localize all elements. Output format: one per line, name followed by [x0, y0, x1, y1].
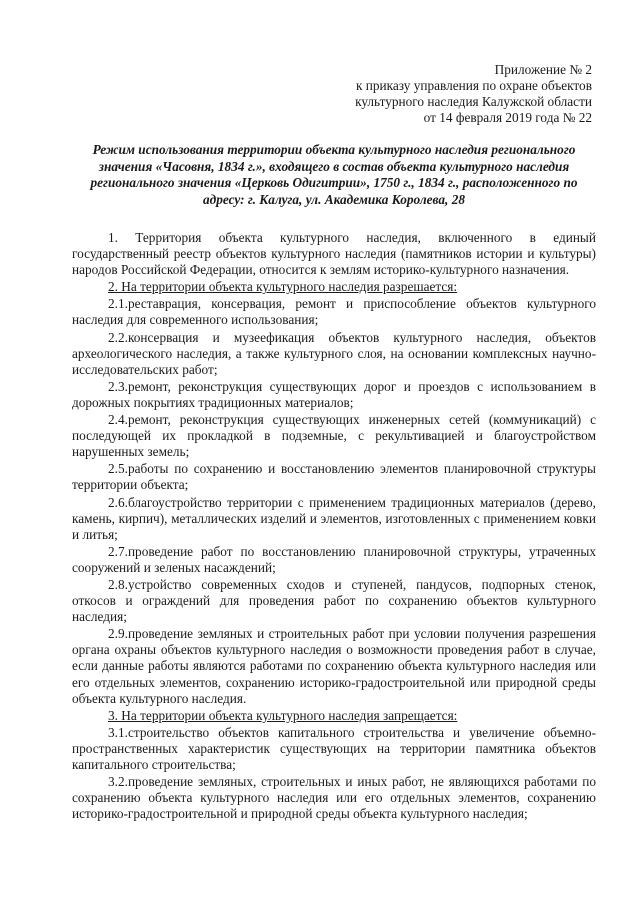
paragraph-1: 1. Территория объекта культурного наследия, включенного в единый государственный реестр объектов культурного наследия (памятников истории и культуры) народов Российской Федерации, относится к землям историко-культурного назначения.: [72, 230, 596, 278]
appendix-order-ref: к приказу управления по охране объектов: [355, 78, 592, 94]
paragraph-2-8: 2.8.устройство современных сходов и ступеней, пандусов, подпорных стенок, откосов и ограждений для проведения работ по сохранению объектов культурного наследия;: [72, 576, 596, 625]
paragraph-2-6: 2.6.благоустройство территории с применением традиционных материалов (дерево, камень, кирпич), металлических изделий и элементов, изготовленных с применением ковки и литья;: [72, 494, 596, 542]
appendix-date: от 14 февраля 2019 года № 22: [423, 110, 592, 126]
paragraph-2-3: 2.3.ремонт, реконструкция существующих дорог и проездов с использованием в дорожных покрытиях традиционных материалов;: [72, 378, 596, 410]
paragraph-3-1: 3.1.строительство объектов капитального строительства и увеличение объемно-пространственных характеристик существующих на территории памятника объектов капитального строительства;: [72, 724, 596, 772]
section-heading-3: [72, 708, 596, 724]
paragraph-3-2: 3.2.проведение земляных, строительных и иных работ, не являющихся работами по сохранению объекта культурного наследия или его отдельных элементов, сохранению историко-градостроительной и природной среды объекта культурного наследия;: [72, 774, 596, 822]
document-title: Режим использования территории объекта культурного наследия регионального значения «Часовня, 1834 г.», входящего в состав объекта культурного наследия регионального значения «Церковь Одигитрии», 1750 г., 1834 г., расположенного по адресу: г. Калуга, ул. Академика Королева, 28: [90, 142, 578, 207]
section-heading-2-text: 2. На территории объекта культурного наследия разрешается:: [108, 279, 458, 295]
section-heading-3-text: 3. На территории объекта культурного наследия запрещается:: [108, 707, 458, 723]
document-body: [72, 230, 596, 822]
paragraph-2-1: 2.1.реставрация, консервация, ремонт и приспособление объектов культурного наследия для современного использования;: [72, 296, 596, 328]
paragraph-2-2: 2.2.консервация и музеефикация объектов культурного наследия, объектов археологического наследия, а также культурного слоя, на основании комплексных научно-исследовательских работ;: [72, 329, 596, 377]
appendix-header: [72, 62, 592, 126]
paragraph-2-7: 2.7.проведение работ по восстановлению планировочной структуры, утраченных сооружений и зеленых насаждений;: [72, 543, 596, 575]
paragraph-2-5: 2.5.работы по сохранению и восстановлению элементов планировочной структуры территории объекта;: [72, 461, 596, 493]
section-heading-2: [72, 279, 596, 295]
paragraph-2-9: 2.9.проведение земляных и строительных работ при условии получения разрешения органа охраны объектов культурного наследия о возможности проведения работ в случае, если данные работы являются работами по сохранению объекта культурного наследия или его отдельных элементов, сохранению историко-градостроительной или природной среды объекта культурного наследия.: [72, 626, 596, 706]
paragraph-2-4: 2.4.ремонт, реконструкция существующих инженерных сетей (коммуникаций) с последующей их прокладкой в подземные, с рекультивацией и благоустройством нарушенных земель;: [72, 412, 596, 460]
appendix-authority: культурного наследия Калужской области: [355, 94, 592, 110]
appendix-number: Приложение № 2: [494, 62, 592, 77]
